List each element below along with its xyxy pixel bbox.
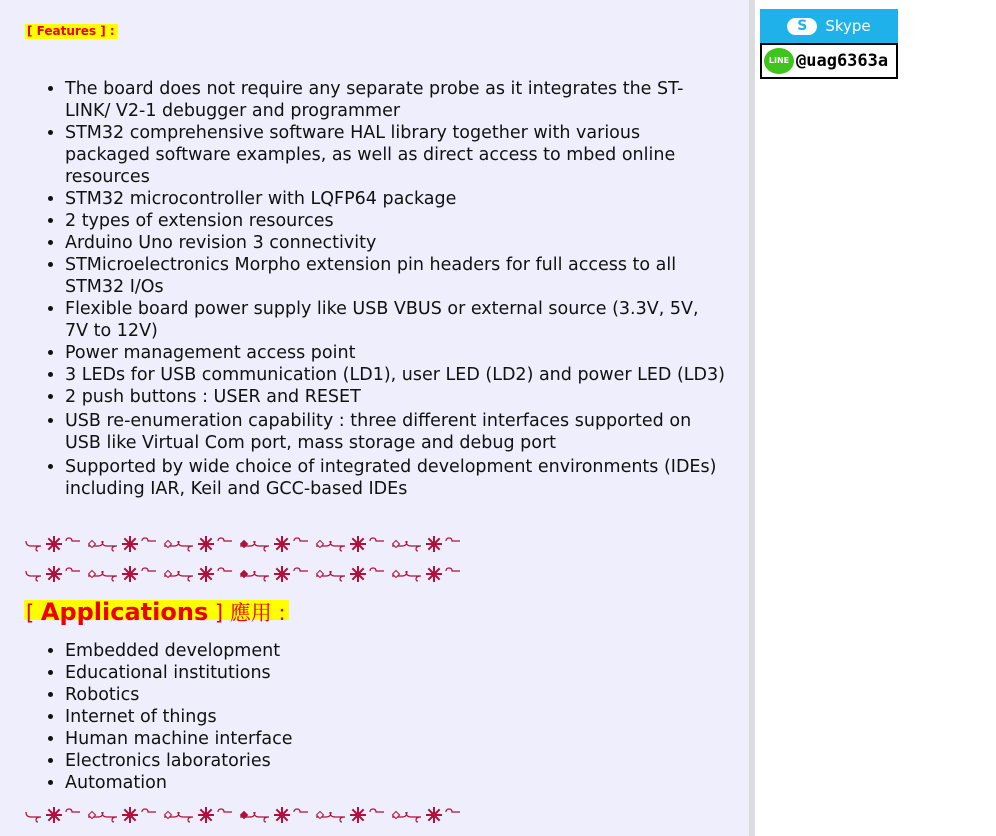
flower-icon xyxy=(122,536,138,552)
skype-label: Skype xyxy=(825,17,871,35)
list-item: • 2 push buttons : USER and RESET xyxy=(65,386,725,408)
ornament-divider xyxy=(24,805,466,825)
skype-icon: S xyxy=(787,18,817,35)
scrollbar-divider xyxy=(749,0,755,836)
flower-icon xyxy=(122,807,138,823)
flower-icon xyxy=(198,536,214,552)
line-icon: LINE xyxy=(764,48,794,74)
features-heading: [ Features ] : xyxy=(25,24,118,39)
flower-icon xyxy=(274,566,290,582)
flower-icon xyxy=(198,807,214,823)
flower-icon xyxy=(426,807,442,823)
list-item: • Internet of things xyxy=(65,706,725,728)
list-item: • Embedded development xyxy=(65,640,725,662)
list-item: • Arduino Uno revision 3 connectivity xyxy=(65,232,725,254)
line-id: @uag6363a xyxy=(796,51,889,71)
flower-icon xyxy=(426,566,442,582)
flower-icon xyxy=(426,536,442,552)
flower-icon xyxy=(350,807,366,823)
list-item: • STM32 microcontroller with LQFP64 package xyxy=(65,188,725,210)
list-item: • STMicroelectronics Morpho extension pin headers for full access to all STM32 I/Os xyxy=(65,254,725,298)
list-item: • Power management access point xyxy=(65,342,725,364)
flower-icon xyxy=(122,566,138,582)
list-item: • The board does not require any separate probe as it integrates the ST-LINK/ V2-1 debugger and programmer xyxy=(65,78,725,122)
features-list xyxy=(0,78,725,500)
list-item: • Electronics laboratories xyxy=(65,750,725,772)
ornament-divider xyxy=(24,564,466,584)
ornament-divider xyxy=(24,534,466,554)
line-contact-button[interactable] xyxy=(760,43,898,79)
applications-list xyxy=(0,640,725,794)
list-item: • Flexible board power supply like USB VBUS or external source (3.3V, 5V, 7V to 12V) xyxy=(65,298,725,342)
list-item: • Automation xyxy=(65,772,725,794)
flower-icon xyxy=(350,536,366,552)
flower-icon xyxy=(198,566,214,582)
list-item: • Supported by wide choice of integrated development environments (IDEs) including IAR, Keil and GCC-based IDEs xyxy=(65,456,725,500)
flower-icon xyxy=(46,807,62,823)
flower-icon xyxy=(274,807,290,823)
list-item: • 2 types of extension resources xyxy=(65,210,725,232)
list-item: • USB re-enumeration capability : three different interfaces supported on USB like Virtual Com port, mass storage and debug port xyxy=(65,410,725,454)
list-item: • STM32 comprehensive software HAL library together with various packaged software examples, as well as direct access to mbed online resources xyxy=(65,122,725,188)
skype-button[interactable] xyxy=(760,9,898,43)
flower-icon xyxy=(274,536,290,552)
list-item: • Robotics xyxy=(65,684,725,706)
flower-icon xyxy=(350,566,366,582)
flower-icon xyxy=(46,536,62,552)
list-item: • Human machine interface xyxy=(65,728,725,750)
list-item: • Educational institutions xyxy=(65,662,725,684)
flower-icon xyxy=(46,566,62,582)
applications-heading: [ Applications ] 應用 : xyxy=(24,600,289,620)
list-item: • 3 LEDs for USB communication (LD1), user LED (LD2) and power LED (LD3) xyxy=(65,364,725,386)
